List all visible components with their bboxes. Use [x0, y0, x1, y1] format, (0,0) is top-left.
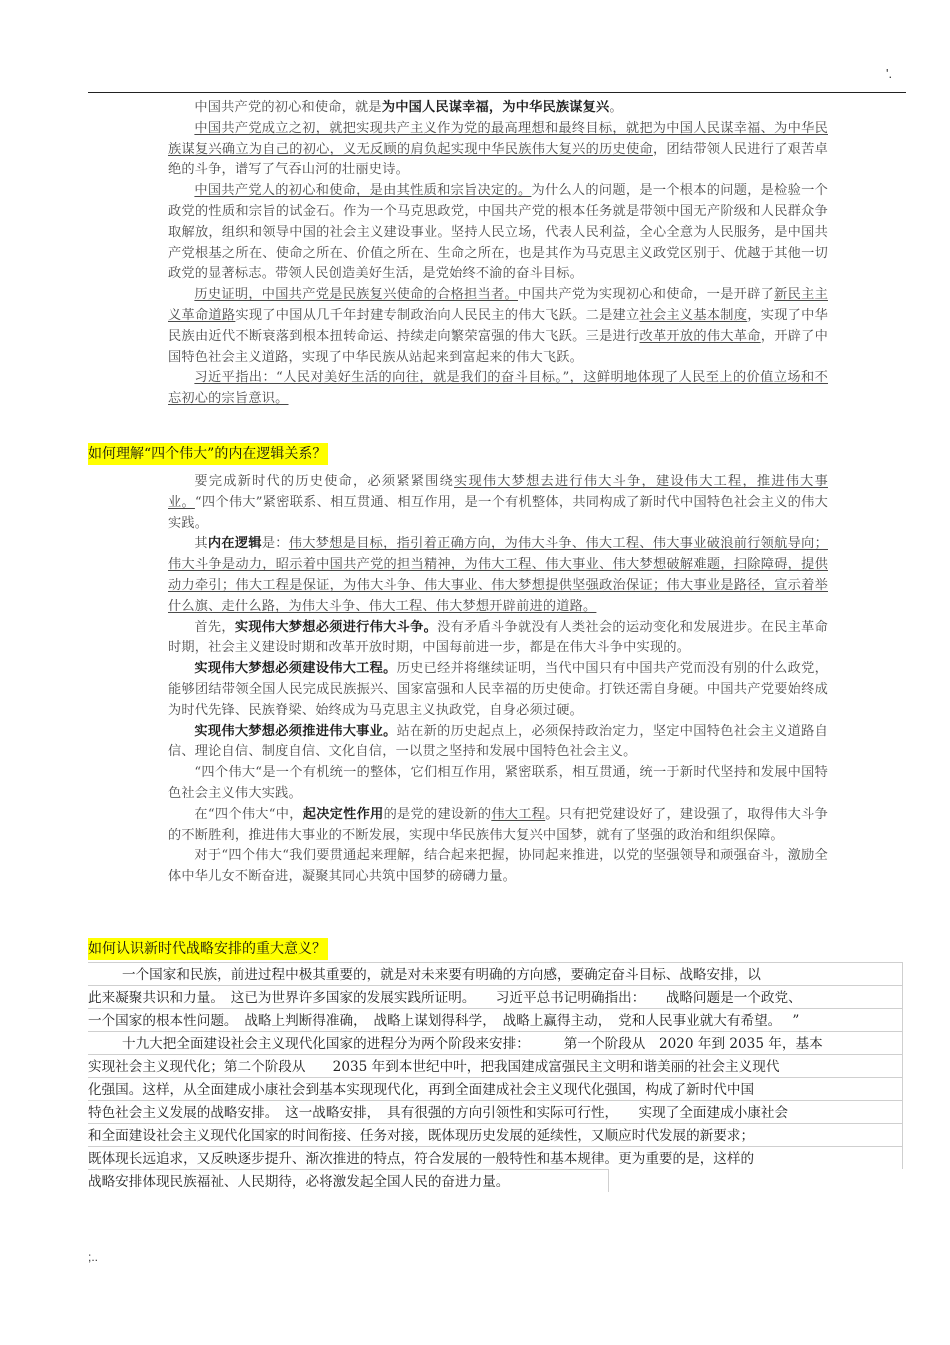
section-four-greats	[168, 472, 828, 888]
text-line: 和全面建设社会主义现代化国家的时间衔接、任务对接，既体现历史发展的延续性，又顺应时代发展的新要求；	[88, 1123, 903, 1146]
underlined-text: 实现伟大梦想去进行伟大斗争，建设伟大工程，推进伟大事业。	[168, 474, 828, 510]
paragraph	[168, 368, 828, 410]
header-rule	[88, 92, 906, 93]
text-line: 此来凝聚共识和力量。 这已为世界许多国家的发展实践所证明。 习近平总书记明确指出： 战略问题是一个政党、	[88, 985, 903, 1008]
text-line: 实现社会主义现代化；第二个阶段从 2035 年到本世纪中叶，把我国建成富强民主文明和谐美丽的社会主义现代	[88, 1054, 903, 1077]
text: 历史已经并将继续证明，当代中国只有中国共产党而没有别的什么政党，能够团结带领全国人民完成民族振兴、国家富强和人民幸福的历史使命。打铁还需自身硬。中国共产党要始终成为时代先锋、民族脊梁、始终成为马克思主义执政党，自身必须过硬。	[168, 661, 828, 718]
paragraph	[168, 119, 828, 181]
text: 中国共产党为实现初心和使命，一是开辟了	[517, 287, 775, 303]
text: ，团结带领人民进行了艰苦卓绝的斗争，谱写了气吞山河的壮丽史诗。	[168, 141, 828, 178]
paragraph	[168, 98, 828, 119]
question-heading-four-greats: 如何理解“四个伟大”的内在逻辑关系？	[88, 443, 328, 465]
text: 要完成新时代的历史使命，必须紧紧围绕	[194, 474, 455, 489]
text-line: 战略安排体现民族福祉、人民期待，必将激发起全国人民的奋进力量。	[88, 1169, 609, 1192]
text-line: 特色社会主义发展的战略安排。 这一战略安排， 具有很强的方向引领性和实际可行性， 实现了全面建成小康社会	[88, 1100, 903, 1123]
text: 的是党的建设新的	[383, 806, 492, 822]
underlined-text: 习近平指出：“人民对美好生活的向往，就是我们的奋斗目标。”，这鲜明地体现了人民至上的价值立场和不忘初心的宗旨意识。	[168, 370, 828, 407]
text-line: 一个国家和民族，前进过程中极其重要的，就是对未来要有明确的方向感，要确定奋斗目标、战略安排，以	[88, 962, 903, 985]
underlined-text: 伟大工程	[491, 806, 546, 822]
paragraph	[168, 763, 828, 805]
bold-text: 实现伟大梦想必须进行伟大斗争。	[234, 619, 438, 635]
text: 。	[609, 100, 623, 115]
section-initial-mission	[168, 98, 828, 410]
text-line: 化强国。这样，从全面建成小康社会到基本实现现代化，再到全面建成社会主义现代化强国，构成了新时代中国	[88, 1077, 903, 1100]
paragraph	[168, 181, 828, 285]
bold-text: 起决定性作用	[302, 806, 384, 822]
text-line: 既体现长远追求，又反映逐步提升、渐次推进的特点，符合发展的一般特性和基本规律。更为重要的是，这样的	[88, 1146, 903, 1169]
bold-text: 实现伟大梦想必须建设伟大工程。	[194, 661, 397, 677]
text: 是：	[261, 536, 289, 552]
paragraph	[168, 722, 828, 764]
text: 站在新的历史起点上，必须保持政治定力，坚定中国特色社会主义道路自信、理论自信、制度自信、文化自信，一以贯之坚持和发展中国特色社会主义。	[168, 723, 828, 760]
text: “四个伟大”紧密联系、相互贯通、相互作用，是一个有机整体，共同构成了新时代中国特色社会主义的伟大实践。	[168, 494, 828, 531]
text-line: 一个国家的根本性问题。 战略上判断得准确， 战略上谋划得科学， 战略上赢得主动， 党和人民事业就大有希望。 ”	[88, 1008, 903, 1031]
text: 对于“四个伟大“我们要贯通起来理解，结合起来把握，协同起来推进，以党的坚强领导和顽强奋斗，激励全体中华儿女不断奋进，凝聚其同心共筑中国梦的磅礴力量。	[168, 848, 828, 885]
corner-mark: '.	[886, 66, 893, 81]
text: 首先，	[194, 619, 235, 635]
paragraph	[168, 618, 828, 660]
bold-text: 内在逻辑	[207, 536, 262, 552]
text: 实现了中国从几千年封建专制政治向人民民主的伟大飞跃。二是建立	[235, 307, 640, 323]
underlined-text: 改革开放的伟大革命	[639, 328, 761, 344]
paragraph	[168, 285, 828, 368]
underlined-text: 中国共产党成立之初，就把实现共产主义作为党的最高理想和最终目标，就把为中国人民谋幸福、为中华民族谋复兴确立为自己的初心，义无反顾的肩负起实现中华民族伟大复兴的历史使命	[168, 120, 828, 157]
paragraph	[168, 805, 828, 847]
paragraph	[168, 846, 828, 888]
underlined-text: 中国共产党人的初心和使命，是由其性质和宗旨决定的。	[194, 183, 532, 199]
section-strategy	[88, 962, 903, 1192]
text: 在“四个伟大“中，	[194, 806, 303, 822]
paragraph	[168, 534, 828, 617]
bold-text: 实现伟大梦想必须推进伟大事业。	[194, 723, 397, 739]
underlined-text: 新民主主义革命道路	[168, 287, 828, 323]
footer-mark: ;..	[88, 1250, 99, 1264]
paragraph	[168, 472, 828, 534]
text: 为什么人的问题，是一个根本的问题，是检验一个政党的性质和宗旨的试金石。作为一个马克思政党，中国共产党的根本任务就是带领中国无产阶级和人民群众争取解放，组织和领导中国的社会主义建设事业。坚持人民立场，代表人民利益，全心全意为人民服务，是中国共产党根基之所在、使命之所在、价值之所在、生命之所在，也是其作为马克思主义政党区别于、优越于其他一切政党的显著标志。带领人民创造美好生活，是党始终不渝的奋斗目标。	[168, 183, 828, 282]
text: 中国共产党的初心和使命，就是	[194, 100, 382, 115]
text: 没有矛盾斗争就没有人类社会的运动变化和发展进步。在民主革命时期，社会主义建设时期和改革开放时期，中国每前进一步，都是在伟大斗争中实现的。	[168, 619, 828, 656]
text: ，开辟了中国特色社会主义道路，实现了中华民族从站起来到富起来的伟大飞跃。	[168, 328, 829, 365]
underlined-text: 社会主义基本制度	[639, 307, 748, 323]
text: “四个伟大“是一个有机统一的整体，它们相互作用，紧密联系，相互贯通，统一于新时代坚持和发展中国特色社会主义伟大实践。	[168, 765, 828, 801]
text-line: 十九大把全面建设社会主义现代化国家的进程分为两个阶段来安排： 第一个阶段从 2020 年到 2035 年，基本	[88, 1031, 903, 1054]
paragraph	[168, 659, 828, 721]
underlined-text: 伟大梦想是目标，指引着正确方向，为伟大斗争、伟大工程、伟大事业破浪前行领航导向；伟大斗争是动力，昭示着中国共产党的担当精神，为伟大工程、伟大事业、伟大梦想破解难题，扫除障碍，提供动力牵引；伟大工程是保证，为伟大斗争、伟大事业、伟大梦想提供坚强政治保证；伟大事业是路径，宣示着举什么旗、走什么路，为伟大斗争、伟大工程、伟大梦想开辟前进的道路。	[168, 536, 828, 614]
text: 。只有把党建设好了，建设强了，取得伟大斗争的不断胜利，推进伟大事业的不断发展，实现中华民族伟大复兴中国梦，就有了坚强的政治和组织保障。	[168, 806, 828, 843]
underlined-text: 历史证明，中国共产党是民族复兴使命的合格担当者。	[194, 287, 518, 303]
text: ，实现了中华民族由近代不断衰落到根本扭转命运、持续走向繁荣富强的伟大飞跃。三是进行	[168, 307, 829, 344]
question-heading-strategy: 如何认识新时代战略安排的重大意义？	[88, 938, 328, 960]
text: 其	[194, 536, 208, 552]
bold-text: 为中国人民谋幸福，为中华民族谋复兴	[381, 100, 610, 115]
